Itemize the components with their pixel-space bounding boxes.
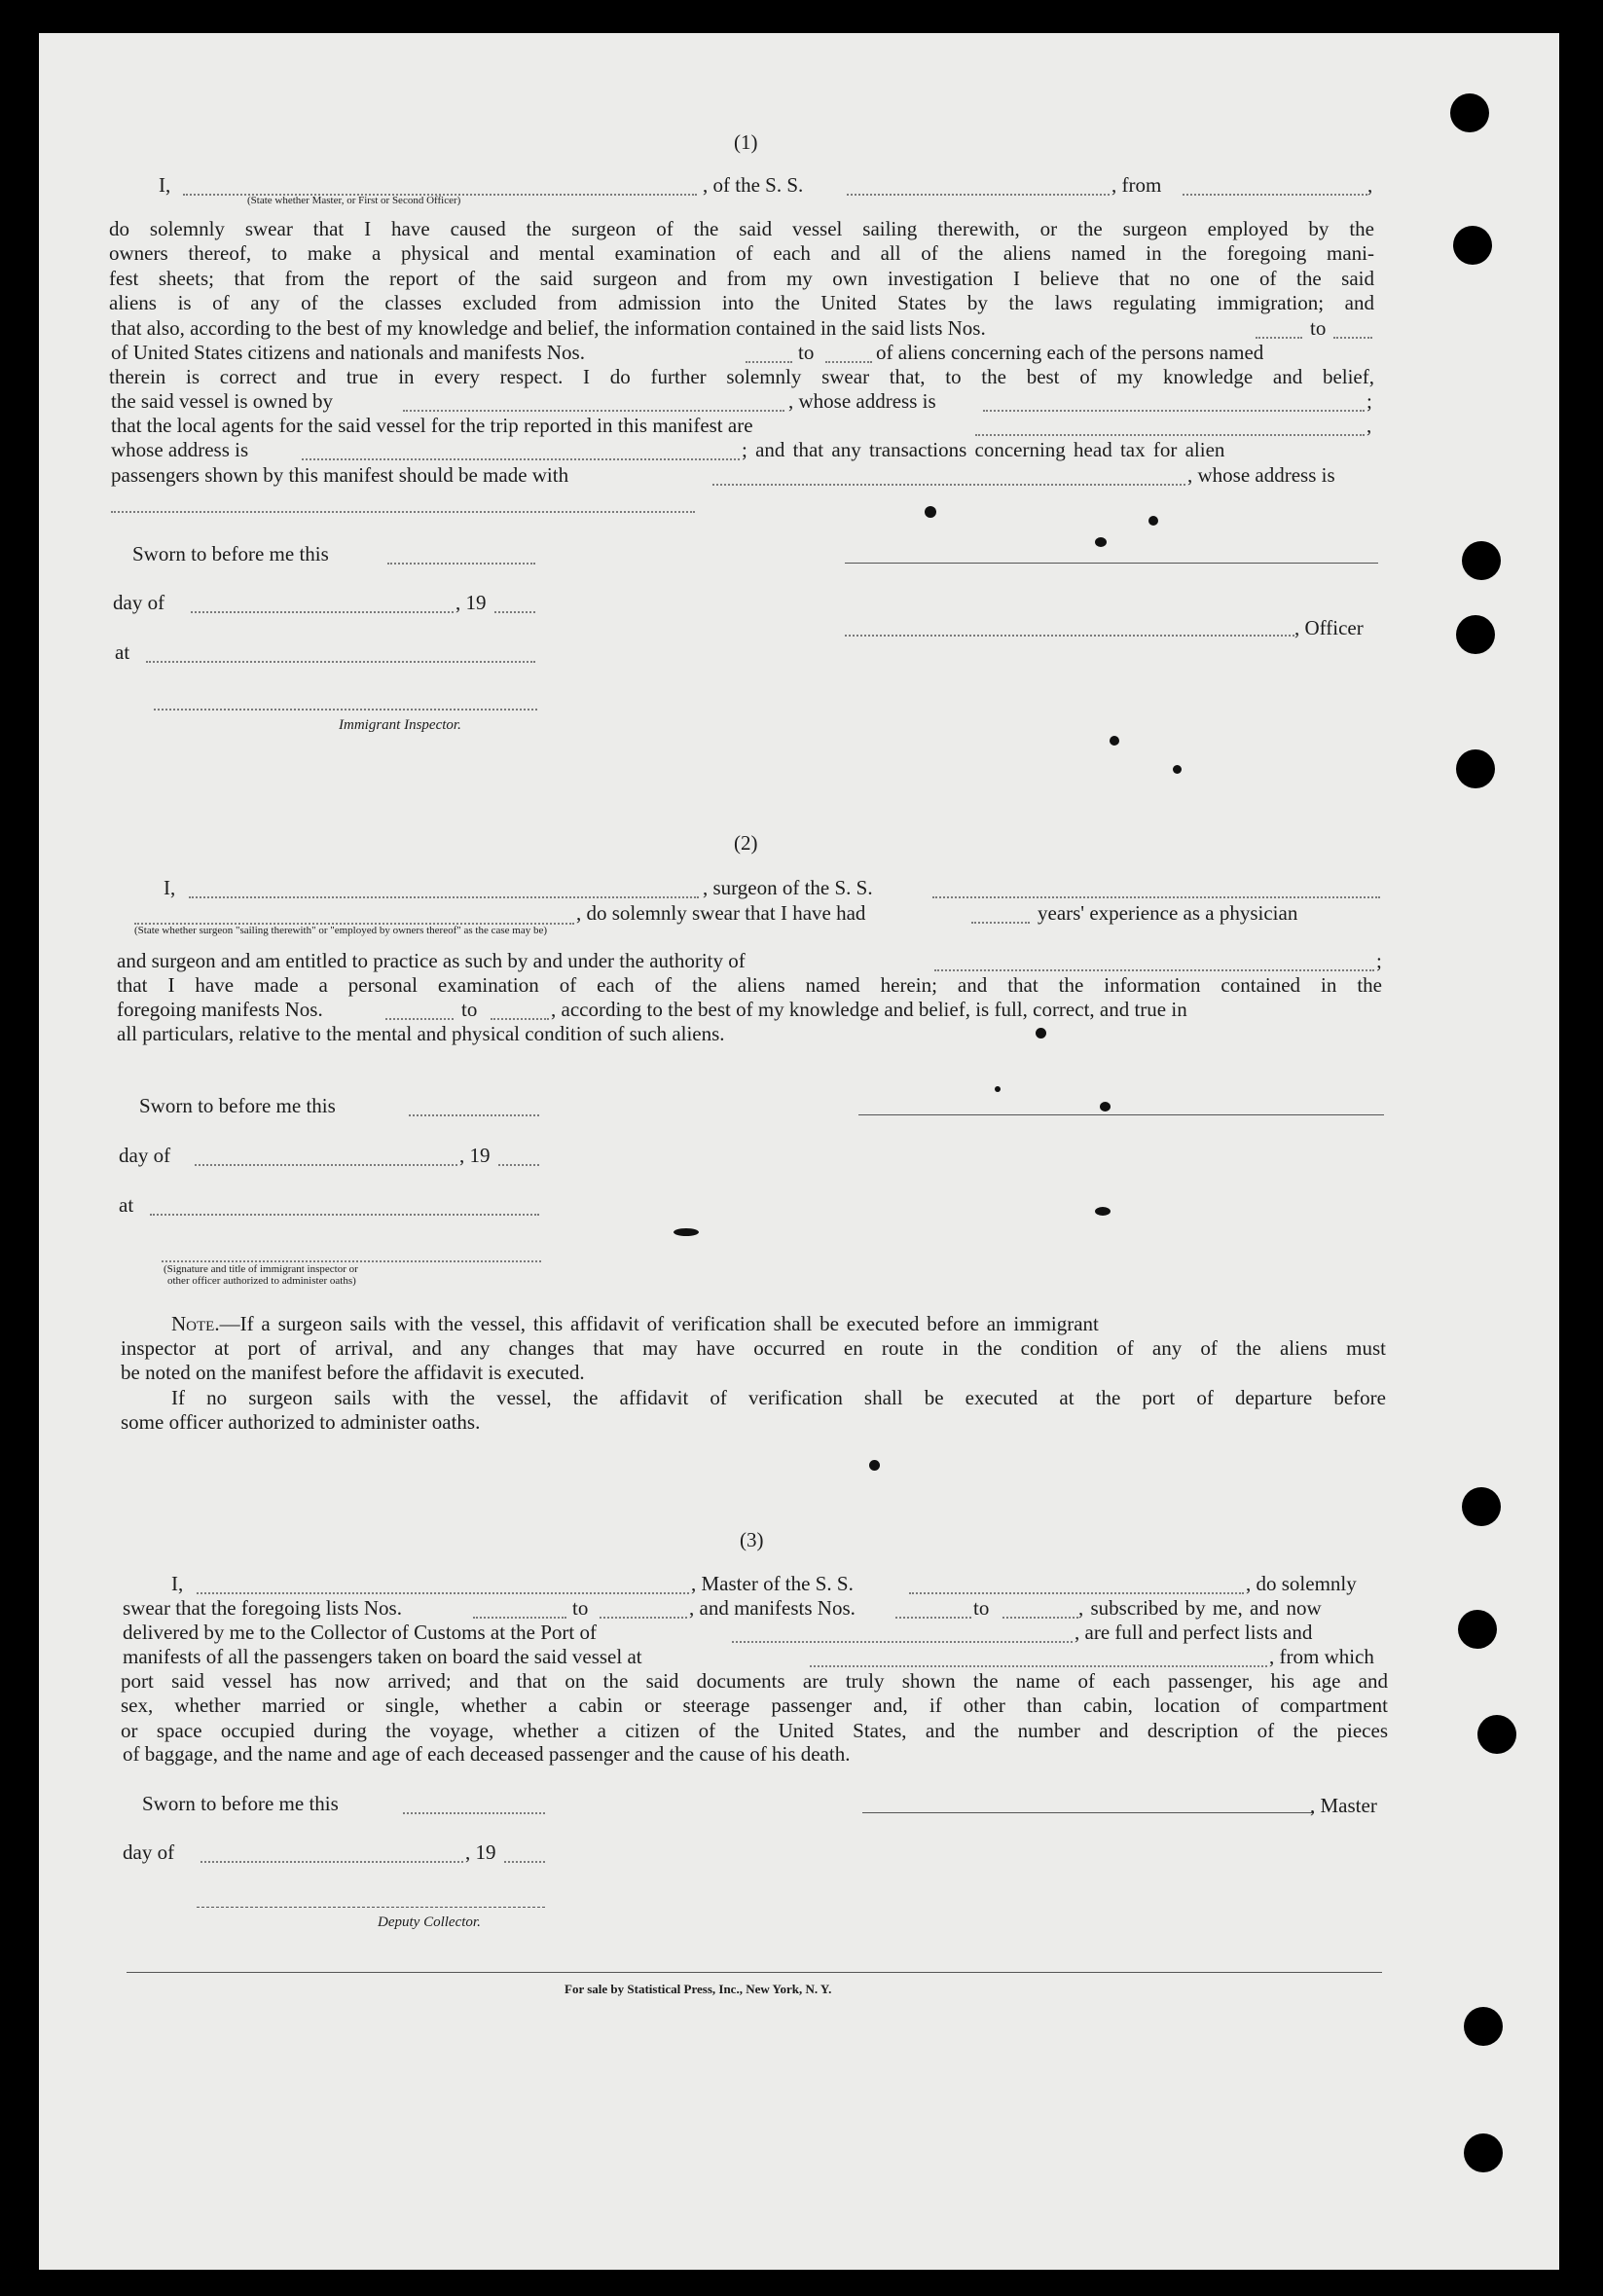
s2-surgeon-name-field[interactable] — [189, 896, 699, 898]
s3-oath-last-line: of baggage, and the name and age of each deceased passenger and the cause of his death. — [123, 1742, 851, 1766]
s3-oath-paragraph — [121, 1669, 1388, 1743]
s1-line-8c: ; — [1366, 389, 1372, 413]
s1-manifests-to-field[interactable] — [825, 361, 872, 363]
s2-signature-note-2: other officer authorized to administer oaths) — [167, 1275, 356, 1287]
s3-collector-signature-line[interactable] — [197, 1907, 545, 1908]
s1-line-7: therein is correct and true in every respect. I do further solemnly swear that, to the best of my knowledge and belief, — [109, 365, 1374, 388]
punch-hole — [1462, 1487, 1501, 1526]
s3-manifests-to-field[interactable] — [1002, 1617, 1078, 1619]
punch-hole — [1462, 541, 1501, 580]
s1-year-field[interactable] — [494, 611, 535, 613]
s1-agents-field[interactable] — [975, 434, 1365, 436]
s3-manifests-from-field[interactable] — [895, 1617, 971, 1619]
s1-officer-note: (State whether Master, or First or Second Officer) — [247, 195, 461, 206]
s3-line-4a: manifests of all the passengers taken on board the said vessel at — [123, 1645, 642, 1668]
s1-of-ss-label: , of the S. S. — [703, 173, 804, 197]
s1-from-port-field[interactable] — [1183, 194, 1367, 196]
s1-owner-field[interactable] — [403, 410, 784, 412]
s2-ship-name-field[interactable] — [932, 896, 1380, 898]
s1-comma-9: , — [1366, 414, 1372, 437]
s2-day-field[interactable] — [195, 1164, 457, 1166]
note-label: Note. — [171, 1312, 220, 1335]
s1-lists-from-field[interactable] — [1256, 337, 1302, 339]
s2-authority-field[interactable] — [934, 969, 1374, 971]
s2-note-line-2: inspector at port of arrival, and any changes that may have occurred en route in the condition of any of the aliens must — [121, 1336, 1386, 1360]
s1-officer-label: , Officer — [1294, 616, 1364, 639]
s2-note-line-3: be noted on the manifest before the affidavit is executed. — [121, 1361, 585, 1384]
s1-sworn-field[interactable] — [387, 563, 535, 565]
s1-line-5a: that also, according to the best of my knowledge and belief, the information contained in the said lists Nos. — [111, 316, 986, 340]
s3-line-3a: delivered by me to the Collector of Customs at the Port of — [123, 1621, 597, 1644]
s3-oath-line: port said vessel has now arrived; and that on the said documents are truly shown the name of each passenger, his age and — [121, 1669, 1388, 1693]
s3-embark-port-field[interactable] — [810, 1665, 1267, 1667]
footer-rule — [127, 1972, 1382, 1973]
s3-oath-line: or space occupied during the voyage, whether a citizen of the United States, and the number and description of the pieces — [121, 1718, 1388, 1742]
s1-at-field[interactable] — [146, 661, 535, 663]
s3-sworn-field[interactable] — [403, 1812, 545, 1814]
s1-line-6c: of aliens concerning each of the persons named — [876, 341, 1264, 364]
ink-blot — [995, 1086, 1001, 1092]
s3-solemnly-label: , do solemnly — [1246, 1572, 1357, 1595]
section-2-number: (2) — [734, 831, 758, 855]
s3-master-signature-line[interactable] — [862, 1812, 1314, 1813]
s2-year-label: , 19 — [459, 1144, 491, 1167]
s1-sworn-label: Sworn to before me this — [132, 542, 329, 565]
punch-hole — [1477, 1715, 1516, 1754]
s1-i-label: I, — [159, 173, 171, 197]
s3-collector-label: Deputy Collector. — [378, 1914, 481, 1930]
s1-line-5b: to — [1310, 316, 1327, 340]
punch-hole — [1458, 1610, 1497, 1649]
s2-signature-note-1: (Signature and title of immigrant inspector or — [164, 1263, 358, 1275]
s2-note-line-4: If no surgeon sails with the vessel, the affidavit of verification shall be executed at the port of departure before — [171, 1386, 1386, 1409]
s1-line-8a: the said vessel is owned by — [111, 389, 334, 413]
s1-officer-signature-line[interactable] — [845, 563, 1378, 564]
s2-line-6: all particulars, relative to the mental and physical condition of such aliens. — [117, 1022, 725, 1045]
s3-i-label: I, — [171, 1572, 184, 1595]
s2-day-of-label: day of — [119, 1144, 171, 1167]
s1-ship-name-field[interactable] — [847, 194, 1110, 196]
s3-lists-from-field[interactable] — [473, 1617, 566, 1619]
punch-hole — [1456, 749, 1495, 788]
s1-from-label: , from — [1111, 173, 1162, 197]
s1-officer-field[interactable] — [845, 635, 1294, 637]
s2-year-field[interactable] — [498, 1164, 539, 1166]
s1-day-of-label: day of — [113, 591, 165, 614]
s1-oath-paragraph — [109, 217, 1374, 315]
punch-hole — [1453, 226, 1492, 265]
ink-blot — [1100, 1102, 1111, 1112]
s3-port-field[interactable] — [732, 1641, 1073, 1643]
s3-lists-to-field[interactable] — [600, 1617, 687, 1619]
s1-at-label: at — [115, 640, 130, 664]
s3-master-label: , Master — [1310, 1794, 1377, 1817]
s1-head-tax-address-field[interactable] — [111, 511, 695, 513]
s1-line-6a: of United States citizens and nationals and manifests Nos. — [111, 341, 585, 364]
s1-year-label: , 19 — [455, 591, 487, 614]
punch-hole — [1456, 615, 1495, 654]
ink-blot — [1173, 765, 1182, 774]
ink-blot — [1036, 1028, 1046, 1039]
s2-sworn-field[interactable] — [409, 1114, 539, 1116]
s1-lists-to-field[interactable] — [1333, 337, 1372, 339]
s2-line-3-end: ; — [1376, 949, 1382, 972]
s3-line-2e: , subscribed by me, and now — [1078, 1596, 1322, 1620]
s2-note-line-5: some officer authorized to administer oaths. — [121, 1410, 481, 1434]
s1-agents-address-field[interactable] — [302, 458, 740, 460]
s2-signature-field[interactable] — [162, 1260, 541, 1262]
s2-line-3: and surgeon and am entitled to practice as such by and under the authority of — [117, 949, 746, 972]
s1-owner-address-field[interactable] — [983, 410, 1365, 412]
s3-line-2d: to — [973, 1596, 990, 1620]
s2-line-5c: , according to the best of my knowledge and belief, is full, correct, and true in — [551, 998, 1187, 1021]
s1-line-11a: passengers shown by this manifest should be made with — [111, 463, 569, 487]
s1-oath-line: fest sheets; that from the report of the said surgeon and from my own investigation I believe that no one of the said — [109, 266, 1374, 290]
s3-oath-line: sex, whether married or single, whether a cabin or steerage passenger and, if other than cabin, location of compartment — [121, 1694, 1388, 1718]
footer-printer: For sale by Statistical Press, Inc., New York, N. Y. — [565, 1982, 832, 1996]
punch-hole — [1464, 2007, 1503, 2046]
section-3-number: (3) — [740, 1528, 764, 1551]
s2-manifests-to-field[interactable] — [491, 1018, 549, 1020]
s3-line-4b: , from which — [1269, 1645, 1374, 1668]
s2-sworn-label: Sworn to before me this — [139, 1094, 336, 1117]
s1-line-6b: to — [798, 341, 815, 364]
punch-hole — [1450, 93, 1489, 132]
s1-line-9: that the local agents for the said vessel for the trip reported in this manifest are — [111, 414, 753, 437]
s3-day-field[interactable] — [200, 1861, 463, 1863]
s3-line-2b: to — [572, 1596, 589, 1620]
s1-line-8b: , whose address is — [788, 389, 936, 413]
s1-inspector-label: Immigrant Inspector. — [339, 717, 461, 733]
s1-line-11b: , whose address is — [1187, 463, 1335, 487]
ink-blot — [925, 506, 936, 518]
s3-year-label: , 19 — [465, 1840, 496, 1864]
s1-manifests-from-field[interactable] — [746, 361, 792, 363]
s2-line-4: that I have made a personal examination of each of the aliens named herein; and that the information contained in the — [117, 973, 1382, 997]
s3-day-of-label: day of — [123, 1840, 175, 1864]
s2-surgeon-signature-line[interactable] — [858, 1114, 1384, 1115]
s1-line-10a: whose address is — [111, 438, 249, 461]
s1-oath-line: do solemnly swear that I have caused the surgeon of the said vessel sailing therewith, or the surgeon employed by the — [109, 217, 1374, 240]
ink-blot — [1148, 516, 1158, 526]
s2-at-field[interactable] — [150, 1214, 539, 1216]
s2-years-field[interactable] — [971, 922, 1030, 924]
note-text: —If a surgeon sails with the vessel, this affidavit of verification shall be executed before an immigrant — [219, 1312, 1099, 1335]
s1-oath-line: owners thereof, to make a physical and mental examination of each and all of the aliens named in the foregoing mani- — [109, 241, 1374, 266]
ink-blot — [674, 1228, 699, 1236]
ink-blot — [1095, 1207, 1111, 1216]
s3-master-of-label: , Master of the S. S. — [691, 1572, 854, 1595]
section-1-number: (1) — [734, 130, 758, 154]
ink-blot — [869, 1460, 880, 1471]
s1-day-field[interactable] — [191, 611, 454, 613]
s2-at-label: at — [119, 1193, 134, 1217]
s3-sworn-label: Sworn to before me this — [142, 1792, 339, 1815]
s3-year-field[interactable] — [504, 1861, 545, 1863]
s3-line-3b: , are full and perfect lists and — [1075, 1621, 1313, 1644]
ink-blot — [1095, 537, 1107, 547]
s2-manifests-from-field[interactable] — [385, 1018, 454, 1020]
s3-line-2a: swear that the foregoing lists Nos. — [123, 1596, 402, 1620]
s2-years-label: years' experience as a physician — [1038, 901, 1298, 925]
s1-inspector-signature-field[interactable] — [154, 709, 537, 711]
s2-i-label: I, — [164, 876, 176, 899]
s1-oath-line: aliens is of any of the classes excluded from admission into the United States by the laws regulating immigration; and — [109, 290, 1374, 314]
s2-note-line-1 — [171, 1312, 1384, 1335]
s2-surgeon-label: , surgeon of the S. S. — [703, 876, 873, 899]
ink-blot — [1110, 736, 1119, 746]
punch-hole — [1464, 2133, 1503, 2172]
s2-swear-label: , do solemnly swear that I have had — [576, 901, 866, 925]
s2-line-5b: to — [461, 998, 478, 1021]
s2-surgeon-note: (State whether surgeon "sailing therewith" or "employed by owners thereof" as the case may be) — [134, 925, 548, 936]
s1-head-tax-contact-field[interactable] — [712, 484, 1185, 486]
s2-line-5a: foregoing manifests Nos. — [117, 998, 323, 1021]
s1-comma: , — [1367, 173, 1373, 197]
s1-line-10b: ; and that any transactions concerning head tax for alien — [742, 438, 1225, 461]
s3-ship-name-field[interactable] — [909, 1592, 1244, 1594]
s3-line-2c: , and manifests Nos. — [689, 1596, 856, 1620]
s3-master-name-field[interactable] — [197, 1592, 689, 1594]
